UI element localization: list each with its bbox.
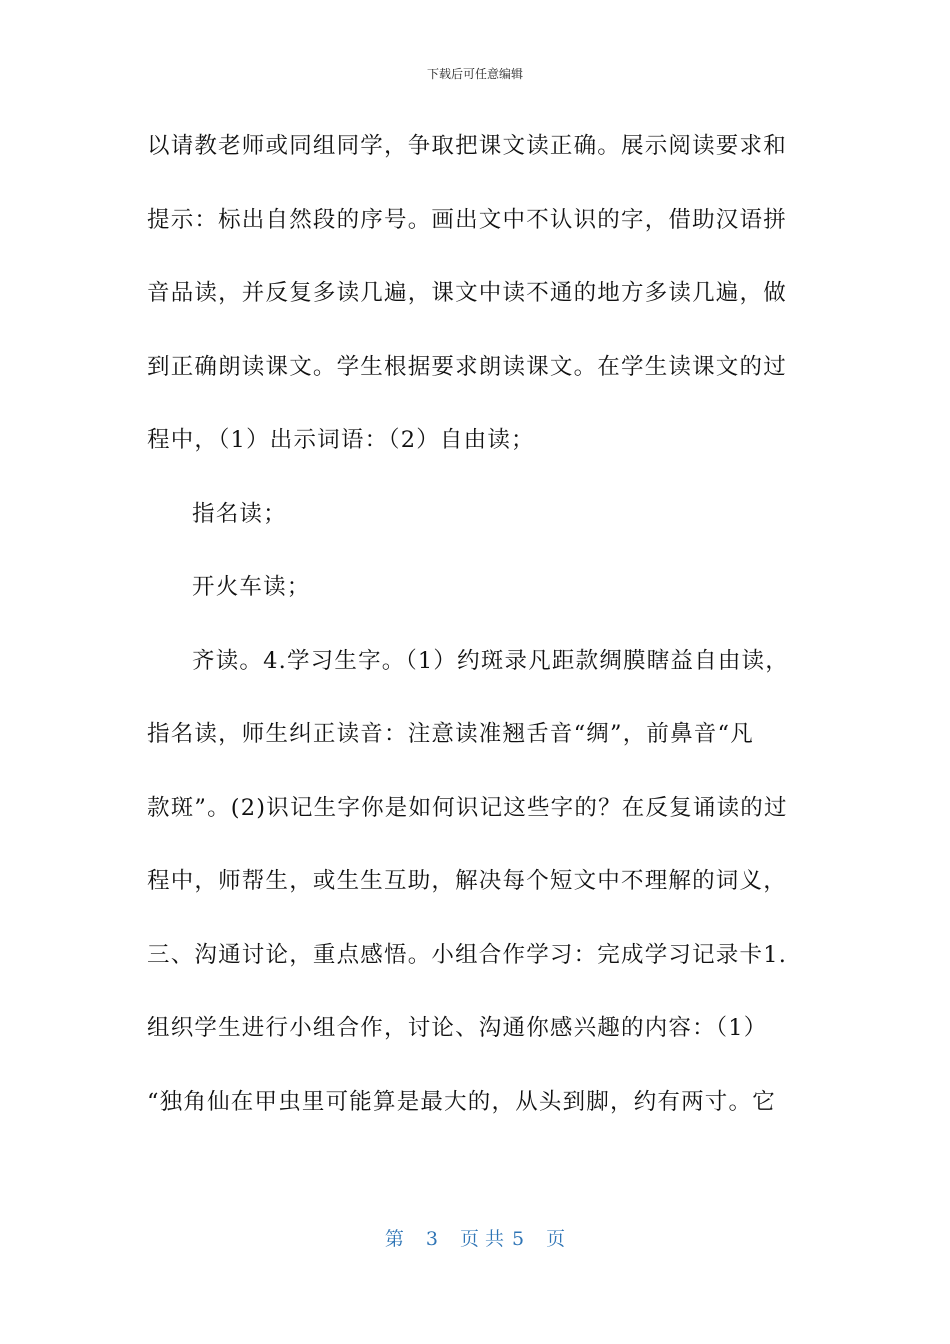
body-line-1: 以请教老师或同组同学，争取把课文读正确。展示阅读要求和 (147, 133, 787, 159)
body-line-3: 音品读，并反复多读几遍，课文中读不通的地方多读几遍，做 (147, 280, 787, 306)
body-line-13: 组织学生进行小组合作，讨论、沟通你感兴趣的内容：（1） (147, 1015, 768, 1041)
body-line-14: “独角仙在甲虫里可能算是最大的，从头到脚，约有两寸。它 (147, 1088, 776, 1115)
body-line-9: 指名读，师生纠正读音：注意读准翘舌音“绸”，前鼻音“凡 (147, 721, 754, 747)
page-footer (0, 1225, 950, 1253)
body-line-11: 程中，师帮生，或生生互助，解决每个短文中不理解的词义， (147, 868, 787, 894)
body-line-7: 开火车读； (192, 574, 311, 600)
footer-current-page: 3 (425, 1228, 438, 1250)
footer-suffix: 页 (546, 1228, 566, 1250)
footer-middle: 页 共 (459, 1228, 505, 1250)
document-body (147, 122, 807, 1151)
body-line-8: 齐读。4.学习生字。（1）约斑录凡距款绸膜瞎益自由读， (192, 647, 789, 674)
body-line-5: 程中，（1）出示词语：（2）自由读； (147, 427, 535, 453)
footer-prefix: 第 (384, 1228, 404, 1250)
body-line-10: 款斑”。(2)识记生字你是如何识记这些字的？在反复诵读的过 (147, 794, 788, 821)
footer-total-pages: 5 (512, 1228, 525, 1250)
body-line-2: 提示：标出自然段的序号。画出文中不认识的字，借助汉语拼 (147, 206, 787, 233)
body-line-12: 三、沟通讨论，重点感悟。小组合作学习：完成学习记录卡1. (147, 941, 788, 968)
page-header: 下载后可任意编辑 (426, 67, 523, 81)
body-line-6: 指名读； (192, 500, 287, 527)
body-line-4: 到正确朗读课文。学生根据要求朗读课文。在学生读课文的过 (147, 353, 787, 380)
